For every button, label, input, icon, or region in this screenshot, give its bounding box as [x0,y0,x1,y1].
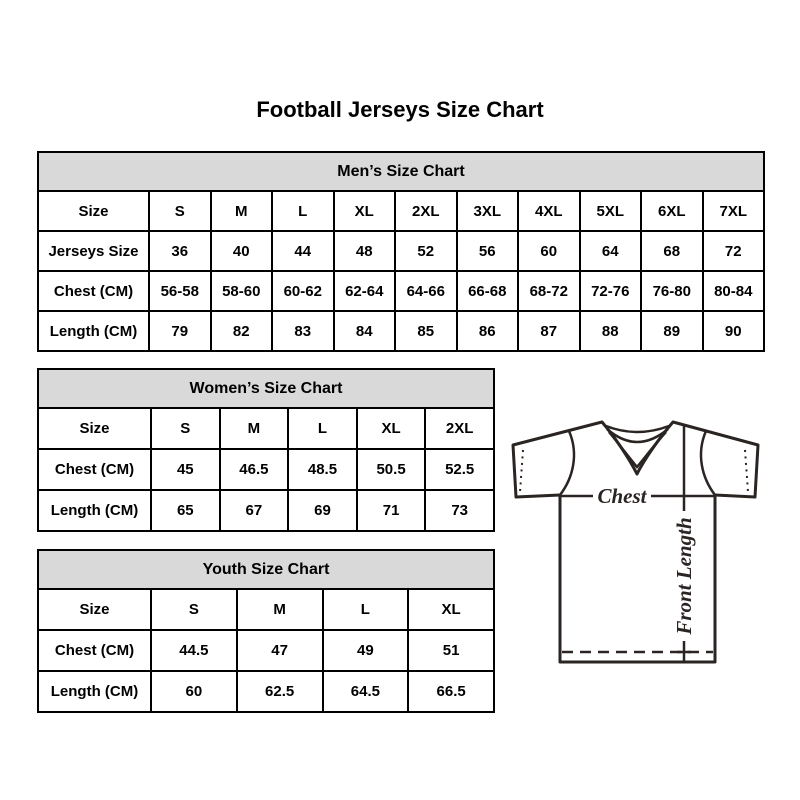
value-cell: 84 [334,311,396,351]
value-cell: 4XL [518,191,580,231]
men-table-title: Men’s Size Chart [38,152,764,191]
value-cell: 7XL [703,191,765,231]
value-cell: 51 [408,630,494,671]
front-length-label: Front Length [672,517,696,635]
value-cell: 36 [149,231,211,271]
value-cell: 62-64 [334,271,396,311]
table-row [38,449,494,490]
value-cell: XL [334,191,396,231]
value-cell: 52 [395,231,457,271]
value-cell: L [272,191,334,231]
value-cell: 85 [395,311,457,351]
value-cell: 72 [703,231,765,271]
value-cell: 44 [272,231,334,271]
value-cell: 50.5 [357,449,426,490]
row-header-cell: Length (CM) [38,490,151,531]
value-cell: 40 [211,231,273,271]
value-cell: S [151,408,220,449]
value-cell: 47 [237,630,323,671]
value-cell: 64-66 [395,271,457,311]
youth-table-title: Youth Size Chart [38,550,494,589]
table-row [38,311,764,351]
youth-size-table [37,549,495,713]
page-title: Football Jerseys Size Chart [256,97,544,122]
table-title-row [38,550,494,589]
value-cell: 82 [211,311,273,351]
value-cell: S [151,589,237,630]
mens-size-table [37,151,765,352]
value-cell: 80-84 [703,271,765,311]
value-cell: 60 [151,671,237,712]
table-row [38,271,764,311]
value-cell: 72-76 [580,271,642,311]
value-cell: 5XL [580,191,642,231]
women-table-title: Women’s Size Chart [38,369,494,408]
value-cell: 69 [288,490,357,531]
womens-size-table [37,368,495,532]
value-cell: 76-80 [641,271,703,311]
value-cell: 73 [425,490,494,531]
row-header-cell: Size [38,191,149,231]
value-cell: M [237,589,323,630]
row-header-cell: Chest (CM) [38,271,149,311]
chest-label: Chest [597,484,647,508]
value-cell: 88 [580,311,642,351]
value-cell: 2XL [395,191,457,231]
value-cell: 52.5 [425,449,494,490]
value-cell: L [323,589,409,630]
value-cell: 90 [703,311,765,351]
value-cell: 3XL [457,191,519,231]
value-cell: 49 [323,630,409,671]
value-cell: 62.5 [237,671,323,712]
table-row [38,589,494,630]
value-cell: S [149,191,211,231]
value-cell: XL [408,589,494,630]
table-row [38,191,764,231]
value-cell: 67 [220,490,289,531]
value-cell: 2XL [425,408,494,449]
value-cell: 64 [580,231,642,271]
value-cell: 64.5 [323,671,409,712]
value-cell: 48.5 [288,449,357,490]
value-cell: 68-72 [518,271,580,311]
value-cell: M [220,408,289,449]
row-header-cell: Size [38,589,151,630]
table-row [38,408,494,449]
value-cell: 60 [518,231,580,271]
row-header-cell: Chest (CM) [38,630,151,671]
row-header-cell: Size [38,408,151,449]
value-cell: 45 [151,449,220,490]
value-cell: 60-62 [272,271,334,311]
value-cell: 89 [641,311,703,351]
table-title-row [38,152,764,191]
value-cell: 83 [272,311,334,351]
value-cell: M [211,191,273,231]
value-cell: 65 [151,490,220,531]
value-cell: 87 [518,311,580,351]
table-row [38,671,494,712]
jersey-outline [513,422,758,662]
value-cell: 68 [641,231,703,271]
value-cell: 71 [357,490,426,531]
table-row [38,490,494,531]
row-header-cell: Length (CM) [38,671,151,712]
value-cell: 46.5 [220,449,289,490]
value-cell: XL [357,408,426,449]
row-header-cell: Length (CM) [38,311,149,351]
value-cell: 56-58 [149,271,211,311]
value-cell: 66-68 [457,271,519,311]
value-cell: 56 [457,231,519,271]
table-title-row [38,369,494,408]
value-cell: 58-60 [211,271,273,311]
value-cell: 79 [149,311,211,351]
row-header-cell: Chest (CM) [38,449,151,490]
value-cell: 48 [334,231,396,271]
value-cell: 44.5 [151,630,237,671]
collar-rib-outer [606,426,669,432]
table-row [38,630,494,671]
value-cell: 86 [457,311,519,351]
value-cell: 6XL [641,191,703,231]
value-cell: 66.5 [408,671,494,712]
table-row [38,231,764,271]
value-cell: L [288,408,357,449]
row-header-cell: Jerseys Size [38,231,149,271]
jersey-measurement-diagram [503,414,765,666]
